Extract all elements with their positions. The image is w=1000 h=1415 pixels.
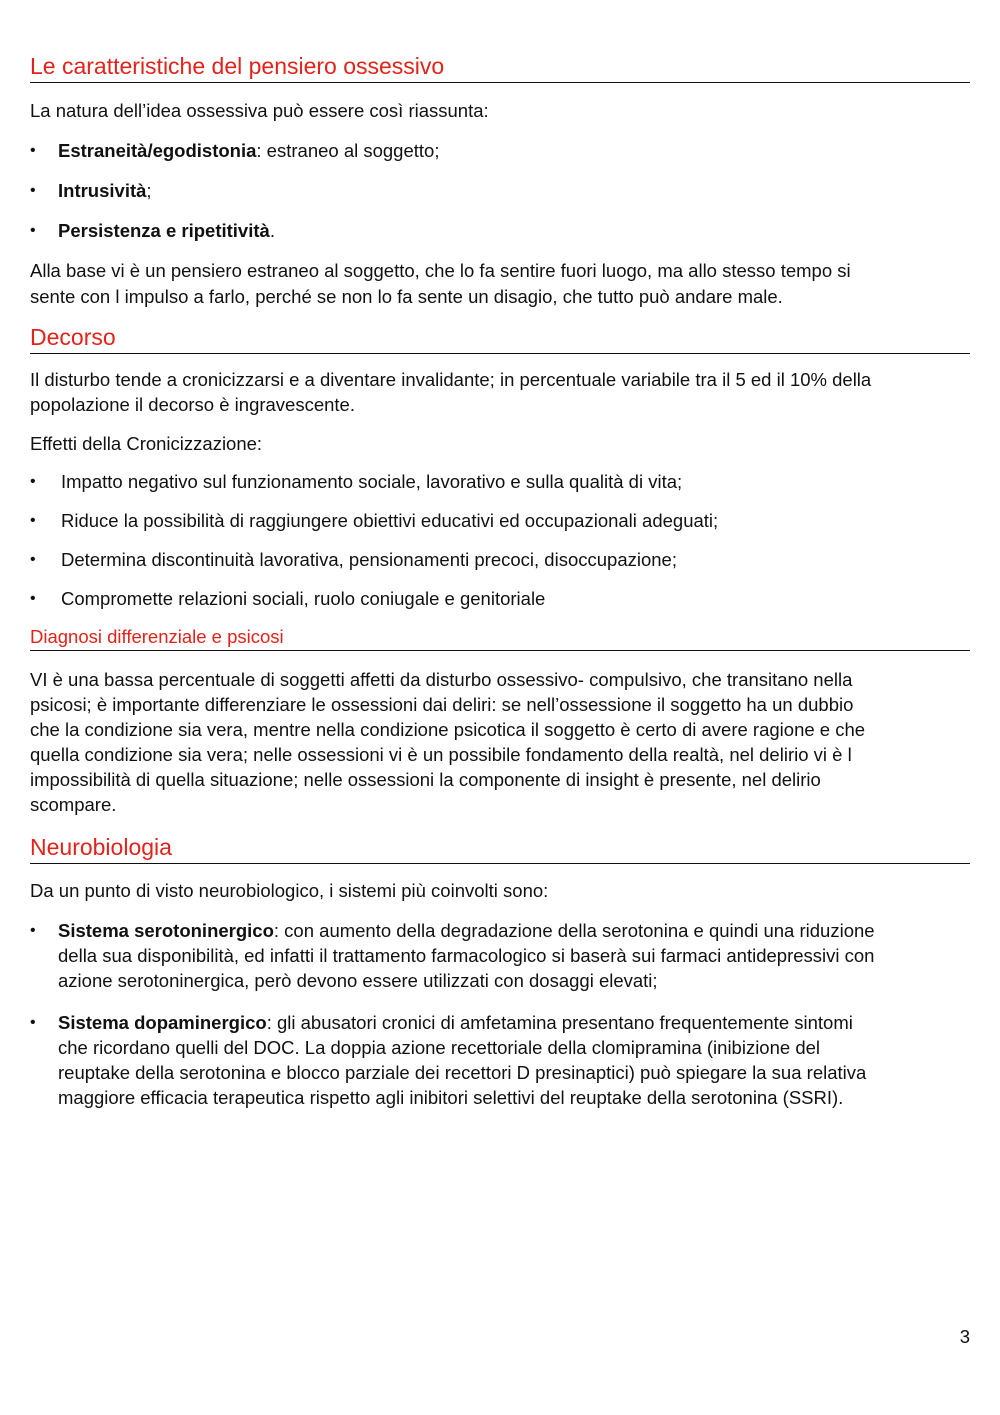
bullet-icon: • <box>30 922 36 939</box>
list-item <box>30 1010 970 1115</box>
paragraph: Da un punto di visto neurobiologico, i sistemi più coinvolti sono: <box>30 880 549 901</box>
list-item-text: reuptake della serotonina e blocco parziale dei recettori D presinaptici) può spiegare la sua relativa <box>58 1062 867 1083</box>
bullet-icon: • <box>30 512 36 529</box>
paragraph-line: Alla base vi è un pensiero estraneo al soggetto, che lo fa sentire fuori luogo, ma allo stesso tempo si <box>30 260 851 281</box>
bullet-icon: • <box>30 142 36 159</box>
bullet-icon: • <box>30 590 36 607</box>
paragraph-line: psicosi; è importante differenziare le ossessioni dai deliri: se nell’ossessione il soggetto ha un dubbio <box>30 694 854 715</box>
page-number: 3 <box>959 1326 970 1347</box>
paragraph-line: VI è una bassa percentuale di soggetti affetti da disturbo ossessivo- compulsivo, che transitano nella <box>30 669 853 690</box>
paragraph-line: popolazione il decorso è ingravescente. <box>30 394 355 415</box>
bullet-icon: • <box>30 1014 36 1031</box>
bullet-icon: • <box>30 182 36 199</box>
bullet-icon: • <box>30 473 36 490</box>
paragraph: Effetti della Cronicizzazione: <box>30 433 263 454</box>
paragraph: La natura dell’idea ossessiva può essere così riassunta: <box>30 100 489 121</box>
list-item-text: ; <box>146 180 152 201</box>
paragraph-line: impossibilità di quella situazione; nelle ossessioni la componente di insight è presente, nel delirio <box>30 769 821 790</box>
list-item-text: Impatto negativo sul funzionamento sociale, lavorativo e sulla qualità di vita; <box>61 471 683 492</box>
section-heading-neurobiologia: Neurobiologia <box>30 833 970 864</box>
bullet-icon: • <box>30 222 36 239</box>
list-item-text: azione serotoninergica, però devono essere utilizzati con dosaggi elevati; <box>58 970 658 991</box>
section-heading-diagnosi: Diagnosi differenziale e psicosi <box>30 626 970 651</box>
paragraph-line: che la condizione sia vera, mentre nella condizione psicotica il soggetto è certo di avere ragione e che <box>30 719 866 740</box>
bold-term: Intrusività <box>58 180 147 201</box>
list-item-text: Determina discontinuità lavorativa, pensionamenti precoci, disoccupazione; <box>61 549 677 570</box>
bold-term: Sistema serotoninergico <box>58 920 274 941</box>
paragraph-line: quella condizione sia vera; nelle ossessioni vi è un possibile fondamento della realtà, nel delirio vi è l <box>30 744 852 765</box>
list-item-text: della sua disponibilità, ed infatti il trattamento farmacologico si baserà sui farmaci antidepressivi con <box>58 945 875 966</box>
paragraph-line: sente con l impulso a farlo, perché se non lo fa sente un disagio, che tutto può andare male. <box>30 286 783 307</box>
bold-term: Estraneità/egodistonia <box>58 140 257 161</box>
paragraph-line: Il disturbo tende a cronicizzarsi e a diventare invalidante; in percentuale variabile tra il 5 ed il 10% della <box>30 369 872 390</box>
list-item <box>30 918 970 998</box>
bullet-icon: • <box>30 551 36 568</box>
list-item-text: Riduce la possibilità di raggiungere obiettivi educativi ed occupazionali adeguati; <box>61 510 719 531</box>
paragraph-line: scompare. <box>30 794 117 815</box>
section-heading-decorso: Decorso <box>30 323 970 354</box>
list-item-text: : gli abusatori cronici di amfetamina presentano frequentemente sintomi <box>266 1012 853 1033</box>
list-item-text: Compromette relazioni sociali, ruolo coniugale e genitoriale <box>61 588 546 609</box>
list-item-text: . <box>269 220 275 241</box>
bold-term: Sistema dopaminergico <box>58 1012 267 1033</box>
bold-term: Persistenza e ripetitività <box>58 220 270 241</box>
list-item-text: : con aumento della degradazione della serotonina e quindi una riduzione <box>273 920 875 941</box>
section-heading-caratteristiche: Le caratteristiche del pensiero ossessivo <box>30 52 970 83</box>
list-item-text: : estraneo al soggetto; <box>256 140 440 161</box>
list-item-text: che ricordano quelli del DOC. La doppia azione recettoriale della clomipramina (inibizione del <box>58 1037 821 1058</box>
list-item-text: maggiore efficacia terapeutica rispetto agli inibitori selettivi del reuptake della serotonina (SSRI). <box>58 1087 844 1108</box>
